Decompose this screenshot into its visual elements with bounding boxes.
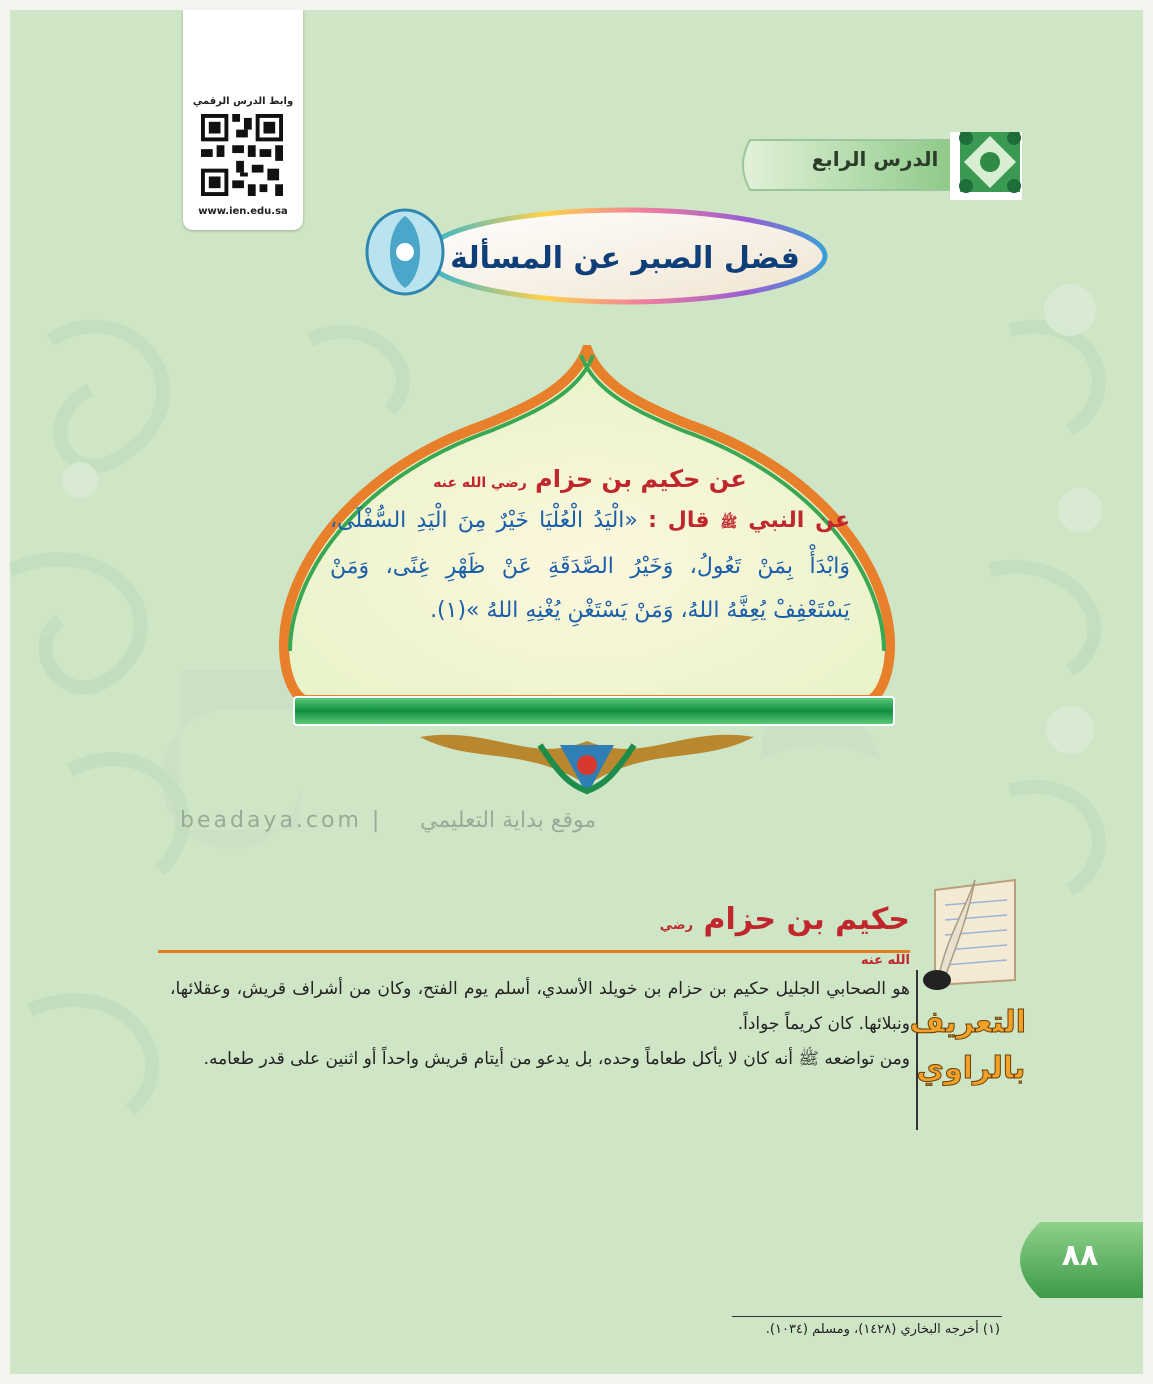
footnote: (١) أخرجه البخاري (١٤٢٨)، ومسلم (١٠٣٤).: [765, 1322, 1000, 1337]
textbook-page: وابط الدرس الرقمي www.ien.edu.sa الدرس الرابع فضل الصبر عن المسألة عن حكيم بن حزام رضي الله عنه عن النبي ﷺ قال : «الْيَدُ الْعُلْيَا خَيْرٌ مِنَ الْيَدِ السُّفْلَى، وَابْدَأْ بِمَنْ تَعُولُ، وَخَيْرُ الصَّدَقَةِ عَنْ ظَهْرِ غِنًى، وَمَنْ يَسْتَعْفِفْ يُعِفَّهُ اللهُ، وَمَنْ يَسْتَغْنِ يُغْنِهِ اللهُ »(١). beadaya.com | موقع بداية التعليمي حكيم بن حزام رضي الله عنه هو الصحابي الجليل حكيم بن حزام بن خويلد الأسدي، أسلم يوم الفتح، وكان من أشراف قريش، وعقلائها، ونبلائها. كان كريماً جواداً. ومن تواضعه ﷺ أنه كان لا يأكل طعاماً وحده، بل يدعو من أيتام قريش واحداً أو اثنين على قدر طعامه. التعريف بالراوي ٨٨ (١) أخرجه البخاري (١٤٢٨)، ومسلم (١٠٣٤).: [10, 10, 1143, 1374]
digital-lesson-label: وابط الدرس الرقمي: [192, 96, 294, 107]
digital-lesson-card[interactable]: [183, 10, 303, 230]
arabesque-ornament-icon: [420, 735, 754, 795]
hadith-quote: «الْيَدُ الْعُلْيَا خَيْرٌ مِنَ الْيَدِ السُّفْلَى، وَابْدَأْ بِمَنْ تَعُولُ، وَخَيْرُ الصَّدَقَةِ عَنْ ظَهْرِ غِنًى، وَمَنْ يَسْتَعْفِفْ يُعِفَّهُ اللهُ، وَمَنْ يَسْتَغْنِ يُغْنِهِ اللهُ »(١).: [330, 508, 850, 623]
hadith-intro: عن النبي ﷺ قال :: [648, 508, 850, 533]
bio-paragraph-1: هو الصحابي الجليل حكيم بن حزام بن خويلد الأسدي، أسلم يوم الفتح، وكان من أشراف قريش، وعقلائها، ونبلائها. كان كريماً جواداً.: [170, 979, 910, 1034]
ornament-square-icon: [950, 132, 1022, 200]
website-url[interactable]: www.ien.edu.sa: [198, 206, 288, 217]
hadith-narrator: عن حكيم بن حزام رضي الله عنه: [433, 465, 747, 493]
bio-paragraph-2: ومن تواضعه ﷺ أنه كان لا يأكل طعاماً وحده، بل يدعو من أيتام قريش واحداً أو اثنين على قدر طعامه.: [203, 1049, 910, 1069]
quill-paper-icon: [915, 870, 1025, 990]
lesson-title: فضل الصبر عن المسألة: [450, 241, 800, 276]
hadith-block: [330, 465, 850, 633]
page-number: ٨٨: [1061, 1238, 1099, 1273]
section-divider: [158, 950, 910, 953]
footnote-divider: [732, 1316, 1002, 1317]
narrator-biography: [170, 972, 910, 1077]
lesson-number: الدرس الرابع: [811, 147, 939, 171]
honorific-glyph: رضي الله عنه: [433, 475, 527, 491]
hadith-text: [330, 499, 850, 633]
honorific-glyph: رضي الله عنه: [659, 918, 910, 968]
narrator-heading: حكيم بن حزام رضي الله عنه: [659, 902, 910, 968]
qr-code-icon[interactable]: [201, 114, 283, 196]
narrator-intro-label: التعريف بالراوي: [909, 1005, 1026, 1086]
